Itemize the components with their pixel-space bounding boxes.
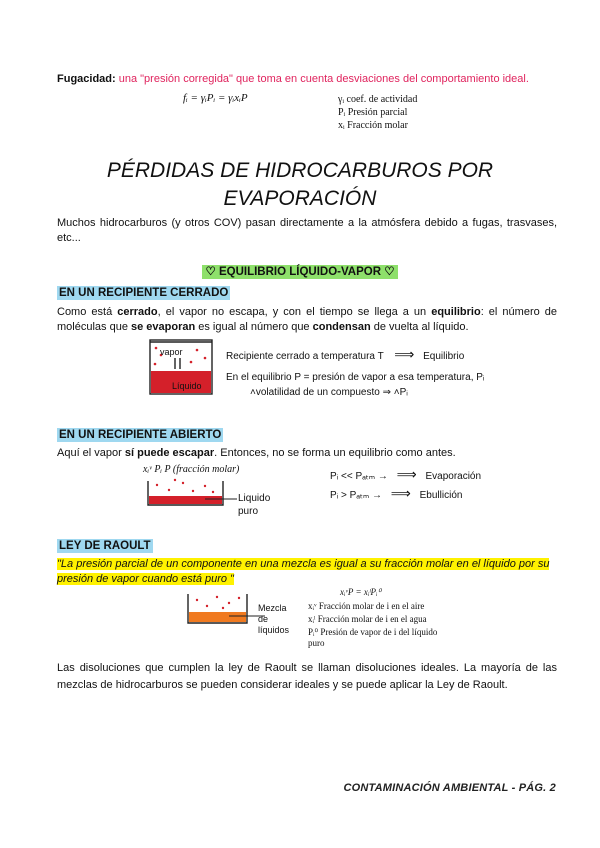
double-arrow-icon: ⟹ (390, 485, 411, 501)
raoult-quote: "La presión parcial de un componente en una mezcla es igual a su fracción molar en el líquido por su presión de vapor cuando está puro " (57, 558, 550, 585)
open-liquid-label: Liquido puro (238, 493, 271, 517)
vapor-dot (174, 479, 176, 481)
open-cond2-result: Ebullición (419, 490, 463, 501)
open-cond2-text: Pᵢ > Pₐₜₘ → (330, 490, 382, 501)
open-heading: EN UN RECIPIENTE ABIERTO (59, 429, 222, 441)
vapor-dot (228, 602, 230, 604)
closed-text: es igual al número que (195, 321, 313, 333)
raoult-legend (308, 601, 448, 649)
fugacity-label: Fugacidad (57, 73, 113, 85)
vapor-dot (206, 605, 208, 607)
page-footer: CONTAMINACIÓN AMBIENTAL - PÁG. 2 (343, 782, 556, 794)
intro-paragraph: Muchos hidrocarburos (y otros COV) pasan directamente a la atmósfera debido a fugas, trasvases, etc... (57, 217, 557, 244)
open-heading-wrap (57, 425, 223, 443)
vapor-dot (212, 491, 214, 493)
vapor-dot (156, 484, 158, 486)
closed-note1-result: Equilibrio (423, 351, 465, 362)
vapor-dot (196, 349, 199, 352)
vapor-dot (238, 597, 240, 599)
closed-heading-wrap (57, 283, 230, 301)
vapor-dot (196, 599, 198, 601)
fugacity-text: una "presión corregida" que toma en cuenta desviaciones del comportamiento ideal. (115, 73, 529, 85)
page-title-line1: PÉRDIDAS DE HIDROCARBUROS POR (106, 159, 494, 182)
raoult-heading: LEY DE RAOULT (59, 540, 151, 552)
closed-text: : el número de moléculas que (57, 306, 558, 333)
open-vessel-diagram (145, 477, 240, 509)
vapor-dot (154, 363, 157, 366)
raoult-legend-item: xᵢˡ Fracción molar de i en el agua (308, 614, 427, 624)
closed-text: de vuelta al líquido. (370, 321, 469, 333)
fugacity-colon: : (112, 73, 116, 85)
raoult-quote-wrap (57, 557, 559, 587)
fugacity-formula: fᵢ = γᵢPᵢ = γᵢxᵢP (183, 92, 248, 104)
vapor-dot (222, 607, 224, 609)
open-paragraph (57, 446, 557, 461)
closed-note2: En el equilibrio P = presión de vapor a esa temperatura, Pᵢ (226, 372, 485, 383)
open-text: Aquí el vapor (57, 447, 125, 459)
double-arrow-icon: ⟹ (396, 466, 417, 482)
raoult-conclusion: Las disoluciones que cumplen la ley de Raoult se llaman disoluciones ideales. La mayoría de las mezclas de hidrocarburos se pueden considerar ideales y se puede aplicar la Ley de Raoult. (57, 662, 557, 691)
open-vessel-liquid (149, 496, 222, 504)
closed-note1 (226, 347, 464, 363)
raoult-vessel-liquid (189, 612, 246, 622)
raoult-heading-wrap (57, 536, 153, 554)
closed-text: Como está (57, 306, 118, 318)
vapor-dot (216, 596, 218, 598)
raoult-formula: xᵢᵛP = xᵢˡPᵢ⁰ (340, 587, 382, 597)
open-text: . Entonces, no se forma un equilibrio como antes. (214, 447, 456, 459)
open-bold: sí puede escapar (124, 447, 215, 459)
vapor-dot (182, 482, 184, 484)
closed-bold: cerrado (117, 306, 158, 318)
vessel-liquid-label: Líquido (172, 381, 202, 391)
raoult-legend-item: Pᵢ⁰ Presión de vapor de i del líquido puro (308, 627, 438, 648)
closed-note3: ˄volatilidad de un compuesto ⇒ ˄Pᵢ (250, 387, 408, 398)
equilibrium-heading: ♡ EQUILIBRIO LÍQUIDO-VAPOR ♡ (202, 265, 397, 279)
equilibrium-heading-wrap (0, 262, 600, 280)
closed-text: , el vapor no escapa, y con el tiempo se llega a un (157, 306, 432, 318)
vapor-dot (168, 489, 170, 491)
fugacity-legend-item: γᵢ coef. de actividad (338, 94, 418, 105)
page-title-line2: EVAPORACIÓN (223, 187, 377, 210)
closed-paragraph (57, 305, 557, 335)
vapor-dot (204, 357, 207, 360)
open-cond1 (330, 467, 481, 483)
fugacity-legend-item: Pᵢ Presión parcial (338, 107, 408, 118)
raoult-legend-item: xᵢᵛ Fracción molar de i en el aire (308, 601, 425, 611)
fugacity-legend (338, 93, 417, 132)
vapor-dot (155, 347, 158, 350)
vapor-dot (192, 490, 194, 492)
open-label-top: xᵢᵛ Pᵢ P (fracción molar) (143, 464, 240, 475)
open-cond2 (330, 486, 462, 502)
closed-note1-text: Recipiente cerrado a temperatura T (226, 351, 384, 362)
fugacity-legend-item: xᵢ Fracción molar (338, 120, 408, 131)
vapor-dot (190, 361, 193, 364)
closed-bold: se evaporan (131, 321, 196, 333)
vessel-vapor-label: vapor (160, 347, 183, 357)
open-cond1-text: Pᵢ << Pₐₜₘ → (330, 471, 388, 482)
raoult-mix-label: Mezcla de líquidos (258, 603, 290, 635)
open-cond1-result: Evaporación (425, 471, 482, 482)
page-title (0, 157, 600, 213)
closed-bold: equilibrio (431, 306, 481, 318)
double-arrow-icon: ⟹ (394, 346, 415, 362)
closed-bold: condensan (312, 321, 371, 333)
closed-heading: EN UN RECIPIENTE CERRADO (59, 287, 229, 299)
vapor-dot (204, 485, 206, 487)
fugacity-line (57, 72, 557, 87)
